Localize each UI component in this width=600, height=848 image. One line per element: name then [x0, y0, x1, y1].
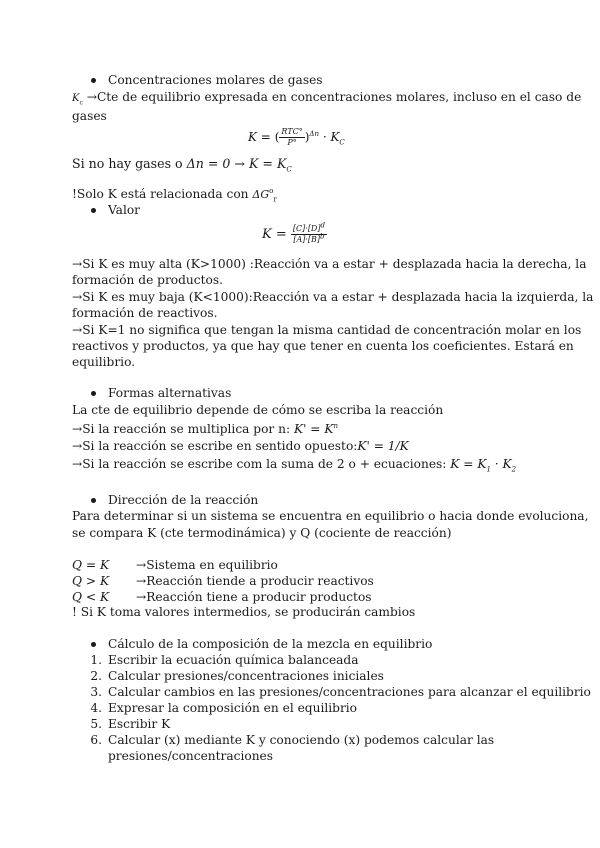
direccion-rule-1 — [72, 557, 278, 573]
formas-l2-math: K' = 1/K — [357, 439, 409, 453]
kc-description: →Cte de equilibrio expresada en concentraciones molares, incluso en el caso de — [86, 90, 582, 104]
valor-line-6: reactivos y productos, ya que hay que tener en cuenta los coeficientes. Estará en — [72, 339, 574, 353]
formas-l1-math: K' = K — [293, 422, 334, 436]
section-heading-formas: Formas alternativas — [108, 386, 232, 400]
valor-line-2: formación de productos. — [72, 273, 223, 287]
step-text: Calcular (x) mediante K y conociendo (x) podemos calcular las — [108, 733, 495, 747]
valor-line-7: equilibrio. — [72, 355, 136, 369]
delta-g-sup: o — [269, 186, 274, 195]
kc-symbol: K — [72, 93, 80, 104]
bullet-icon — [91, 78, 96, 83]
step-number: 6. — [90, 733, 102, 747]
valor-num-sup: d — [320, 221, 325, 230]
calculo-step-6-cont: presiones/concentraciones — [108, 749, 274, 763]
eq1-exponent: Δn — [309, 130, 319, 138]
valor-line-5: →Si K=1 no significa que tengan la misma cantidad de concentración molar en los — [72, 323, 582, 337]
equation-k-value — [262, 221, 327, 245]
step-text: Expresar la composición en el equilibrio — [108, 701, 358, 715]
eq1-equals: = — [260, 130, 271, 144]
valor-den-text: [A]·[B] — [293, 235, 321, 244]
no-gases-text: Si no hay gases o — [72, 156, 183, 171]
rule-1-math: Q = K — [72, 558, 110, 572]
section-heading-valor: Valor — [108, 203, 141, 217]
section-heading-calculo: Cálculo de la composición de la mezcla en equilibrio — [108, 637, 433, 651]
valor-line-4: formación de reactivos. — [72, 306, 218, 320]
no-gases-math: Δn = 0 → K = K — [186, 156, 287, 171]
formas-l1-text: →Si la reacción se multiplica por n: — [72, 422, 291, 436]
eq1-fraction — [279, 127, 304, 148]
valor-lhs: K — [262, 227, 272, 242]
section-heading-direccion: Dirección de la reacción — [108, 493, 259, 507]
bullet-icon — [91, 391, 96, 396]
direccion-rule-3 — [72, 589, 372, 605]
step-text: Calcular presiones/concentraciones iniciales — [108, 669, 384, 683]
step-text: Escribir la ecuación química balanceada — [108, 653, 359, 667]
direccion-rule-2 — [72, 573, 374, 589]
formas-line-1 — [72, 421, 338, 437]
bullet-icon — [91, 498, 96, 503]
formas-line-3 — [72, 456, 516, 472]
kc-definition-line — [72, 89, 581, 107]
valor-den-sup: b — [320, 232, 325, 241]
formas-l3-text: →Si la reacción se escribe com la suma de 2 o + ecuaciones: — [72, 457, 447, 471]
formas-l3-sub2: 2 — [511, 465, 517, 474]
eq1-lhs: K — [248, 130, 257, 144]
formas-l1-sup: n — [333, 421, 339, 430]
eq1-frac-den: P° — [287, 138, 297, 147]
formas-l3-dot: · K — [490, 457, 512, 471]
eq1-frac-num: RTC° — [281, 127, 303, 136]
kc-description-cont: gases — [72, 109, 107, 123]
delta-g-sub: r — [273, 195, 277, 204]
step-number: 2. — [90, 669, 102, 683]
formas-l3-math-a: K = K — [450, 457, 487, 471]
valor-fraction — [291, 221, 327, 245]
valor-frac-den — [291, 232, 327, 245]
step-number: 4. — [90, 701, 102, 715]
no-gases-line — [72, 156, 292, 172]
step-number: 3. — [90, 685, 102, 699]
eq1-tail: · K — [322, 130, 340, 144]
step-number: 1. — [90, 653, 102, 667]
valor-equals: = — [275, 227, 287, 242]
formas-l2-text: →Si la reacción se escribe en sentido opuesto: — [72, 439, 358, 453]
delta-g-symbol: ΔG — [252, 188, 270, 201]
direccion-paragraph-2: se compara K (cte termodinámica) y Q (cociente de reacción) — [72, 526, 452, 540]
equation-k-kc: K = ( $\frac{\text{RTC°}}{P^\circ}$ )$^{\Delta n} \cdot K_C$ — [248, 127, 345, 147]
kc-subscript: c — [79, 99, 83, 107]
direccion-note: ! Si K toma valores intermedios, se producirán cambios — [72, 605, 416, 619]
rule-3-math: Q < K — [72, 590, 110, 604]
section-heading-concentraciones: Concentraciones molares de gases — [108, 73, 323, 87]
solo-k-line — [72, 186, 277, 203]
bullet-icon — [91, 208, 96, 213]
step-text: Calcular cambios en las presiones/concentraciones para alcanzar el equilibrio — [108, 685, 591, 699]
solo-k-text: !Solo K está relacionada con — [72, 187, 249, 201]
rule-2-math: Q > K — [72, 574, 110, 588]
rule-2-text: →Reacción tiende a producir reactivos — [136, 574, 374, 588]
valor-line-1: →Si K es muy alta (K>1000) :Reacción va a estar + desplazada hacia la derecha, la — [72, 257, 587, 271]
valor-num-text: [C]·[D] — [292, 224, 321, 233]
rule-3-text: →Reacción tiene a producir productos — [136, 590, 372, 604]
rule-1-text: →Sistema en equilibrio — [136, 558, 278, 572]
bullet-icon — [91, 642, 96, 647]
step-text: Escribir K — [108, 717, 171, 731]
eq1-tail-sub: C — [339, 138, 345, 147]
formas-intro: La cte de equilibrio depende de cómo se escriba la reacción — [72, 403, 444, 417]
no-gases-sub: C — [286, 165, 292, 174]
valor-line-3: →Si K es muy baja (K<1000):Reacción va a estar + desplazada hacia la izquierda, la — [72, 290, 594, 304]
direccion-paragraph-1: Para determinar si un sistema se encuentra en equilibrio o hacia donde evoluciona, — [72, 509, 589, 523]
formas-line-2 — [72, 438, 409, 454]
step-number: 5. — [90, 717, 102, 731]
formas-l3-sub1: 1 — [486, 465, 491, 474]
